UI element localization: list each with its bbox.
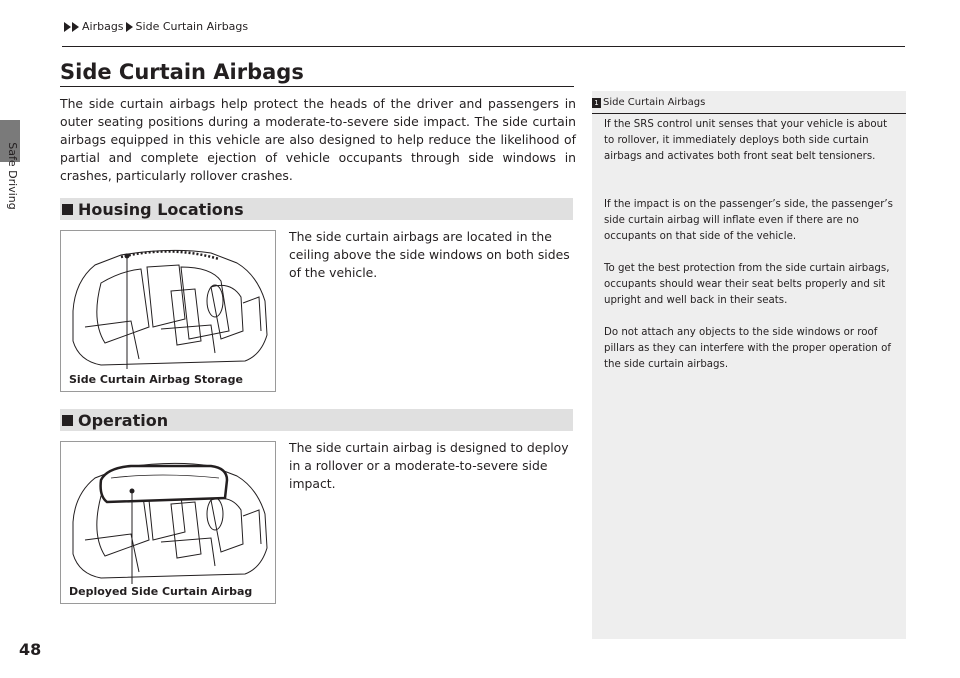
operation-title: Operation [78,410,169,430]
operation-illustration-caption: Deployed Side Curtain Airbag [69,585,253,598]
deployed-airbag-outline [101,466,227,502]
operation-header [60,409,573,431]
sidebar-paragraph: If the impact is on the passenger’s side, the passenger’s side curtain airbag will inflate even if there are no occupants on that side of the vehicle. [604,199,893,242]
car-interior-drawing [61,231,275,391]
page-number: 48 [19,640,42,659]
sidebar-paragraph: To get the best protection from the side curtain airbags, occupants should wear their seat belts properly and sit upright and well back in their seats. [604,263,890,306]
sidebar-paragraph: Do not attach any objects to the side windows or roof pillars as they can interfere with the proper operation of the side curtain airbags. [604,327,891,370]
page-title: Side Curtain Airbags [60,60,304,84]
operation-text: The side curtain airbag is designed to deploy in a rollover or a moderate-to-severe side impact. [289,440,569,491]
breadcrumb-arrow-icon [126,22,133,32]
breadcrumb-airbags-link[interactable]: Airbags [82,20,124,33]
breadcrumb [64,20,250,33]
header-divider [62,46,905,47]
sidebar-heading: Side Curtain Airbags [603,97,706,108]
breadcrumb-arrow-icon [72,22,79,32]
operation-illustration [60,441,276,604]
sidebar-divider [592,113,906,114]
housing-locations-text: The side curtain airbags are located in the ceiling above the side windows on both sides of the vehicle. [289,229,570,280]
section-square-icon [62,415,73,426]
breadcrumb-arrow-icon [64,22,71,32]
sidebar-heading-row [592,97,705,108]
note-reference-icon: 1 [592,98,601,108]
housing-locations-illustration [60,230,276,392]
housing-illustration-caption: Side Curtain Airbag Storage [69,373,243,386]
sidebar-paragraph: If the SRS control unit senses that your vehicle is about to rollover, it immediately deploys both side curtain airbags and activates both front seat belt tensioners. [604,119,888,162]
intro-paragraph: The side curtain airbags help protect the heads of the driver and passengers in outer seating positions during a moderate-to-severe side impact. The side curtain airbags equipped in this vehicle are also designed to help reduce the likelihood of partial and complete ejection of vehicle occupants through side windows in crashes, particularly rollover crashes. [60,96,576,183]
housing-locations-header [60,198,573,220]
sidebar-note [592,91,906,639]
title-divider [60,86,574,87]
housing-locations-title: Housing Locations [78,199,244,219]
section-square-icon [62,204,73,215]
deployed-airbag-drawing [61,442,275,603]
section-side-label: Safe Driving [6,142,19,210]
breadcrumb-side-curtain-link[interactable]: Side Curtain Airbags [135,20,249,33]
